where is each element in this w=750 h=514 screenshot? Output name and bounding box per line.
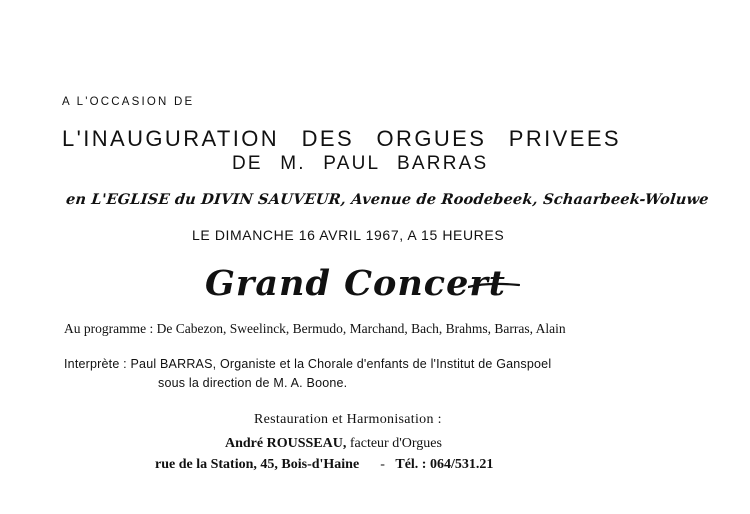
- swash-ornament: [468, 281, 520, 291]
- owner-line: DE M. PAUL BARRAS: [232, 153, 489, 174]
- restoration-line: Restauration et Harmonisation :: [254, 412, 442, 427]
- concert-title: Grand Concert: [205, 263, 506, 304]
- programme-line: Au programme : De Cabezon, Sweelinck, Bermudo, Marchand, Bach, Brahms, Barras, Alain: [64, 321, 566, 336]
- church-location: en L'EGLISE du DIVIN SAUVEUR, Avenue de Roodebeek, Schaarbeek-Woluwe: [65, 191, 710, 208]
- event-date: LE DIMANCHE 16 AVRIL 1967, A 15 HEURES: [192, 227, 505, 243]
- occasion-line: A L'OCCASION DE: [62, 96, 195, 108]
- interprete-line-1: Interprète : Paul BARRAS, Organiste et la Chorale d'enfants de l'Institut de Ganspoel: [64, 357, 552, 371]
- address-line: [155, 458, 493, 472]
- organ-builder-name: André ROUSSEAU,: [225, 436, 347, 451]
- address-street: rue de la Station, 45, Bois-d'Haine: [155, 457, 360, 472]
- address-phone: Tél. : 064/531.21: [395, 457, 494, 472]
- inauguration-heading: L'INAUGURATION DES ORGUES PRIVEES: [62, 126, 621, 151]
- interprete-line-2: sous la direction de M. A. Boone.: [158, 376, 348, 390]
- organ-builder-line: [225, 437, 442, 451]
- address-separator: -: [380, 457, 385, 472]
- organ-builder-title: facteur d'Orgues: [349, 436, 442, 451]
